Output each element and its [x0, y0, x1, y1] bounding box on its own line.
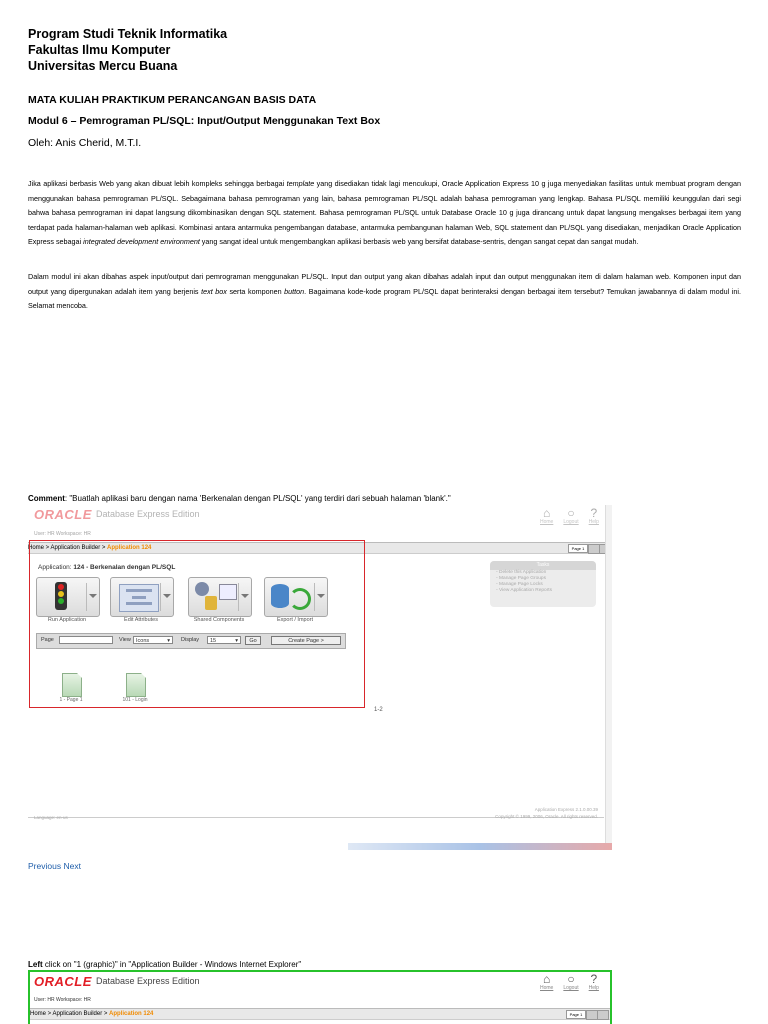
- step-caption: Left click on "1 (graphic)" in "Application Builder - Windows Internet Explorer": [28, 960, 302, 969]
- view-label: View: [119, 637, 131, 643]
- next-link[interactable]: Next: [63, 861, 81, 871]
- home-icon: ⌂: [543, 972, 551, 986]
- oracle-logo: ORACLE: [34, 974, 92, 989]
- module-paragraph: Dalam modul ini akan dibahas aspek input/output dari pemrograman menggunakan PL/SQL. Input dan output yang akan dibahas adalah input dan output menggunakan item di dalam halaman web. Komponen input dan output yang dipergunakan adalah item yang berjenis text box serta komponen button. Bagaimana kode-kode program PL/SQL dapat berinteraksi dengan berbagai item tersebut? Temukan jawabannya di dalam modul ini. Selamat mencoba.: [28, 272, 742, 310]
- intro-paragraph: Jika aplikasi berbasis Web yang akan dibuat lebih kompleks sehingga berbagai template yang disediakan tidak lagi mencukupi, Oracle Application Express 10 g juga menyediakan fasilitas untuk membuat program dengan menggunakan bahasa pemrograman PL/SQL. Sebagaimana bahasa pemrograman yang lain, bahasa pemrograman PL/SQL adalah bahasa pemrograman yang lengkap. Bahasa PL/SQL memiliki keunggulan dari segi bahwa bahasa pemrograman ini dapat langsung dikombinasikan dengan SQL statement. Bahasa pemrograman PL/SQL untuk Database Oracle 10 g juga dirancang untuk dapat langsung mengakses berbagai item yang terdapat pada halaman-halaman web aplikasi. Kombinasi antara antarmuka pengembangan database, antarmuka pembangunan halaman Web, SQL statement dan PL/SQL yang disediakan, menjadikan Oracle Application Express sebagai integrated development environment yang sangat ideal untuk mengembangkan aplikasi berbasis web yang bersifat database-sentris, dengan sangat cepat dan sangat mudah.: [28, 179, 742, 246]
- task-delete[interactable]: ◦ Delete this Application: [496, 570, 547, 575]
- top-links: [540, 507, 599, 525]
- home-link[interactable]: ⌂ Home: [540, 972, 554, 991]
- previous-link[interactable]: Previous: [28, 861, 62, 871]
- user-line: User: HR Workspace: HR: [34, 997, 91, 1003]
- display-label: Display: [181, 637, 200, 643]
- pager: [28, 861, 81, 871]
- page-1-label[interactable]: 1 - Page 1: [59, 697, 83, 703]
- breadcrumb-current[interactable]: Application 124: [109, 1011, 154, 1017]
- footer-copyright: Copyright © 1999, 2006, Oracle. All rights reserved.: [495, 814, 598, 819]
- product-name: Database Express Edition: [96, 976, 200, 986]
- page-select[interactable]: Page 1: [568, 544, 588, 553]
- author: Oleh: Anis Cherid, M.T.I.: [28, 137, 142, 149]
- task-page-groups[interactable]: ◦ Manage Page Groups: [496, 576, 546, 581]
- university-name: Universitas Mercu Buana: [28, 59, 178, 73]
- page-edit-icon[interactable]: [597, 1010, 609, 1020]
- export-import-label: Export / Import: [276, 617, 314, 623]
- user-line: User: HR Workspace: HR: [34, 531, 91, 537]
- product-name: Database Express Edition: [96, 509, 200, 519]
- comment-caption: Comment: "Buatlah aplikasi baru dengan nama 'Berkenalan dengan PL/SQL' yang terdiri dari sebuah halaman 'blank'.": [28, 494, 451, 503]
- create-page-button[interactable]: Create Page >: [271, 636, 341, 645]
- highlight-box-red: [29, 540, 365, 708]
- top-links: [540, 973, 599, 991]
- help-icon: ?: [590, 506, 598, 520]
- screenshot-application-builder: [28, 505, 612, 850]
- course-title: MATA KULIAH PRAKTIKUM PERANCANGAN BASIS DATA: [28, 94, 317, 106]
- program-name: Program Studi Teknik Informatika: [28, 27, 228, 41]
- breadcrumb: Home > Application Builder > Application 124 Page 1: [28, 542, 612, 554]
- breadcrumb: Home > Application Builder > Application 124 Page 1: [30, 1008, 610, 1020]
- page-label: Page: [41, 637, 54, 643]
- view-select[interactable]: Icons ▾: [133, 636, 173, 644]
- app-heading: Application: 124 - Berkenalan dengan PL/SQL: [38, 564, 176, 571]
- footer-language: Language: en-us: [34, 815, 68, 820]
- taskbar-strip: [348, 843, 612, 850]
- help-link[interactable]: ? Help: [588, 506, 599, 525]
- scrollbar[interactable]: [605, 505, 612, 845]
- chevron-down-icon: ▾: [235, 638, 238, 644]
- page-101-label[interactable]: 101 - Login: [122, 697, 148, 703]
- home-link[interactable]: ⌂ Home: [540, 506, 554, 525]
- logout-icon: ○: [567, 506, 575, 520]
- home-icon: ⌂: [543, 506, 551, 520]
- task-reports[interactable]: ◦ View Application Reports: [496, 588, 553, 593]
- faculty-name: Fakultas Ilmu Komputer: [28, 43, 171, 57]
- module-title: Modul 6 – Pemrograman PL/SQL: Input/Output Menggunakan Text Box: [28, 115, 381, 127]
- shared-components-label: Shared Components: [193, 617, 245, 623]
- run-application-label: Run Application: [47, 617, 87, 623]
- tasks-panel: [490, 561, 596, 607]
- task-page-locks[interactable]: ◦ Manage Page Locks: [496, 582, 543, 587]
- logout-link[interactable]: ○ Logout: [563, 972, 579, 991]
- go-button[interactable]: Go: [245, 636, 261, 645]
- tasks-title: Tasks: [490, 561, 596, 570]
- footer-version: Application Express 2.1.0.00.39: [534, 807, 598, 812]
- display-select[interactable]: 15 ▾: [207, 636, 241, 644]
- chevron-down-icon: ▾: [167, 638, 170, 644]
- logout-link[interactable]: ○ Logout: [563, 506, 579, 525]
- help-icon: ?: [590, 972, 598, 986]
- screenshot-application-builder-2: [28, 970, 612, 1024]
- breadcrumb-current[interactable]: Application 124: [107, 545, 152, 551]
- oracle-logo: ORACLE: [34, 507, 92, 522]
- logout-icon: ○: [567, 972, 575, 986]
- edit-attributes-label: Edit Attributes: [124, 617, 158, 623]
- page-range: 1-2: [374, 707, 383, 713]
- help-link[interactable]: ? Help: [588, 972, 599, 991]
- page-select[interactable]: Page 1: [566, 1010, 586, 1019]
